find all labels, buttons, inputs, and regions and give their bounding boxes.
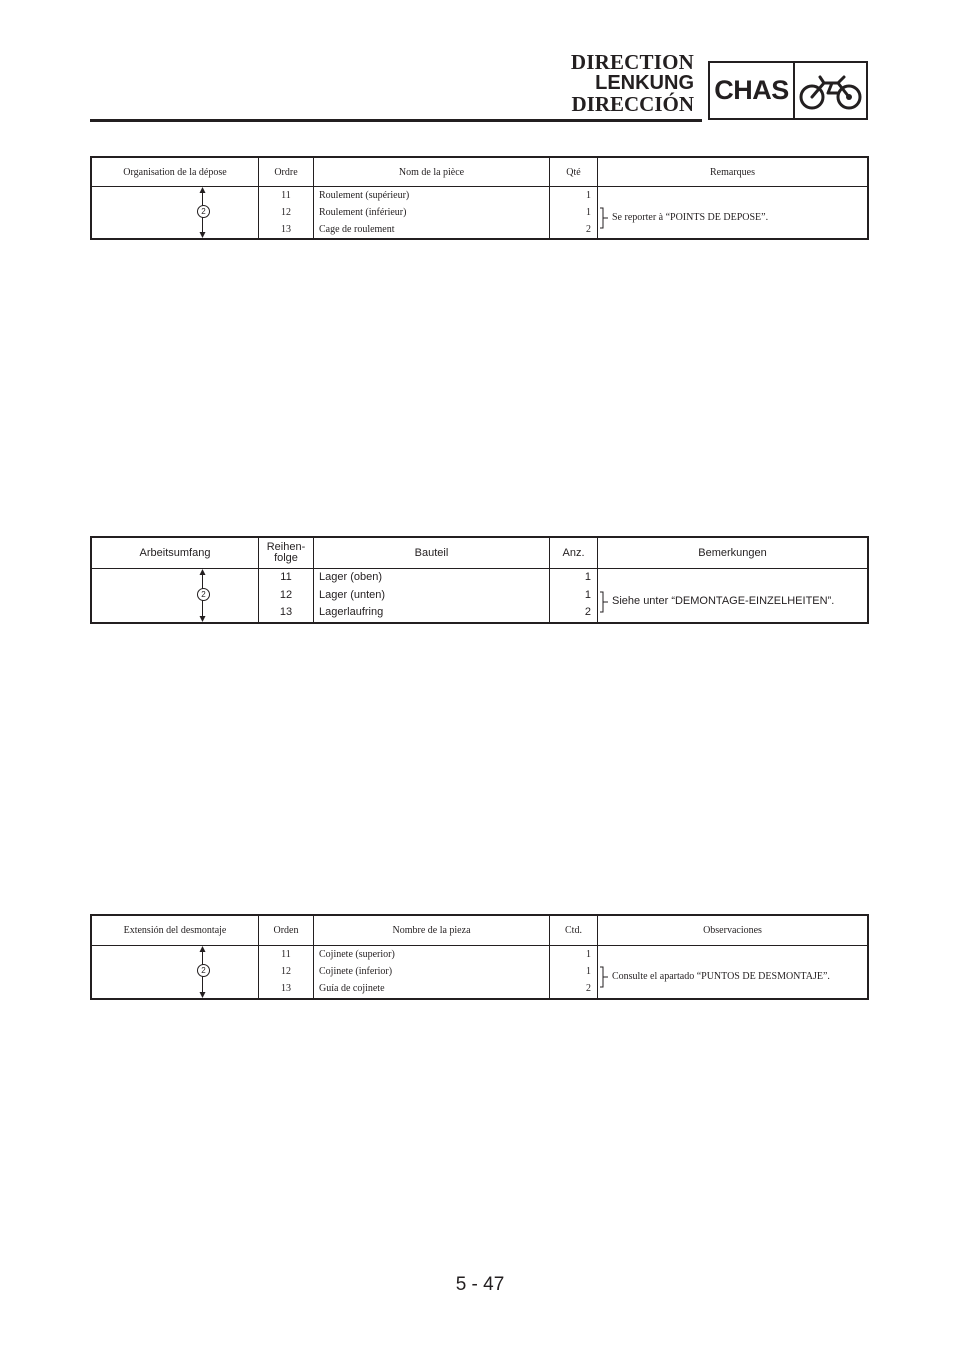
part-name-column bbox=[314, 946, 550, 998]
part-name-column bbox=[314, 569, 550, 622]
step-marker: 2 bbox=[197, 588, 210, 601]
order-cell: 11 bbox=[281, 190, 291, 201]
disassembly-table-german bbox=[90, 536, 869, 624]
order-column bbox=[259, 946, 314, 998]
scope-cell bbox=[92, 946, 259, 998]
part-name-cell: Cage de roulement bbox=[319, 224, 395, 235]
header-rule bbox=[90, 119, 702, 122]
header-remarks: Bemerkungen bbox=[698, 546, 767, 559]
quantity-cell: 1 bbox=[584, 588, 591, 601]
part-name-cell: Lager (unten) bbox=[319, 588, 386, 601]
remarks-cell bbox=[598, 187, 867, 238]
order-cell: 12 bbox=[281, 966, 291, 977]
remark-text: Consulte el apartado “PUNTOS DE DESMONTAJE”. bbox=[612, 971, 830, 982]
quantity-cell: 2 bbox=[584, 606, 591, 618]
remark-text: Siehe unter “DEMONTAGE-EINZELHEITEN”. bbox=[612, 595, 835, 607]
order-cell: 13 bbox=[279, 606, 293, 618]
step-marker: 2 bbox=[197, 205, 210, 218]
table-header bbox=[92, 916, 867, 946]
header-order: Orden bbox=[259, 916, 314, 945]
quantity-column bbox=[550, 187, 598, 238]
remarks-cell bbox=[598, 569, 867, 622]
part-name-cell: Lager (oben) bbox=[319, 571, 382, 583]
part-name-cell: Guía de cojinete bbox=[319, 983, 385, 994]
part-name-column bbox=[314, 187, 550, 238]
table-header bbox=[92, 158, 867, 187]
order-cell: 12 bbox=[279, 588, 293, 601]
quantity-cell: 2 bbox=[586, 224, 591, 235]
quantity-cell: 1 bbox=[586, 949, 591, 960]
header-quantity: Ctd. bbox=[550, 916, 598, 945]
table-body bbox=[92, 187, 867, 238]
step-marker: 2 bbox=[197, 964, 210, 977]
quantity-cell: 1 bbox=[586, 207, 591, 218]
quantity-column bbox=[550, 946, 598, 998]
order-column bbox=[259, 187, 314, 238]
header-order: Reihen- folge bbox=[259, 538, 314, 568]
order-cell: 11 bbox=[280, 571, 292, 583]
scope-cell bbox=[92, 569, 259, 622]
order-cell: 13 bbox=[281, 983, 291, 994]
quantity-cell: 1 bbox=[586, 190, 591, 201]
section-badge bbox=[708, 61, 868, 120]
order-cell: 12 bbox=[281, 207, 291, 218]
section-title-block bbox=[571, 52, 694, 115]
header-remarks: Observaciones bbox=[703, 925, 762, 936]
part-name-cell: Lagerlaufring bbox=[319, 606, 384, 618]
remarks-cell bbox=[598, 946, 867, 998]
title-spanish: DIRECCIÓN bbox=[571, 92, 694, 116]
part-name-cell: Cojinete (inferior) bbox=[319, 966, 393, 977]
quantity-column bbox=[550, 569, 598, 622]
disassembly-table-spanish bbox=[90, 914, 869, 1000]
header-order: Ordre bbox=[259, 158, 314, 186]
table-header bbox=[92, 538, 867, 569]
page-number: 5 - 47 bbox=[455, 1274, 505, 1295]
section-label: CHAS bbox=[710, 63, 795, 118]
title-german: LENKUNG bbox=[595, 72, 694, 94]
order-cell: 13 bbox=[281, 224, 291, 235]
header-scope: Organisation de la dépose bbox=[92, 158, 259, 186]
bracket-icon bbox=[598, 591, 610, 613]
header-part-name: Nom de la pièce bbox=[314, 158, 550, 186]
quantity-cell: 1 bbox=[584, 571, 591, 583]
bracket-icon bbox=[598, 966, 610, 988]
header-part-name: Bauteil bbox=[314, 538, 550, 568]
header-scope: Extensión del desmontaje bbox=[92, 916, 259, 945]
table-body bbox=[92, 946, 867, 998]
header-part-name: Nombre de la pieza bbox=[314, 916, 550, 945]
header-quantity: Anz. bbox=[550, 538, 598, 568]
motorcycle-icon bbox=[795, 63, 866, 118]
disassembly-table-french bbox=[90, 156, 869, 240]
order-cell: 11 bbox=[281, 949, 291, 960]
title-french: DIRECTION bbox=[570, 50, 694, 74]
part-name-cell: Cojinete (superior) bbox=[319, 949, 395, 960]
scope-cell bbox=[92, 187, 259, 238]
header-remarks: Remarques bbox=[710, 166, 755, 178]
part-name-cell: Roulement (inférieur) bbox=[319, 207, 407, 218]
part-name-cell: Roulement (supérieur) bbox=[319, 190, 410, 201]
header-quantity: Qté bbox=[550, 158, 598, 186]
quantity-cell: 1 bbox=[586, 966, 591, 977]
order-column bbox=[259, 569, 314, 622]
table-body bbox=[92, 569, 867, 622]
bracket-icon bbox=[598, 207, 610, 229]
remark-text: Se reporter à “POINTS DE DEPOSE”. bbox=[612, 212, 769, 223]
quantity-cell: 2 bbox=[586, 983, 591, 994]
header-scope: Arbeitsumfang bbox=[92, 538, 259, 568]
